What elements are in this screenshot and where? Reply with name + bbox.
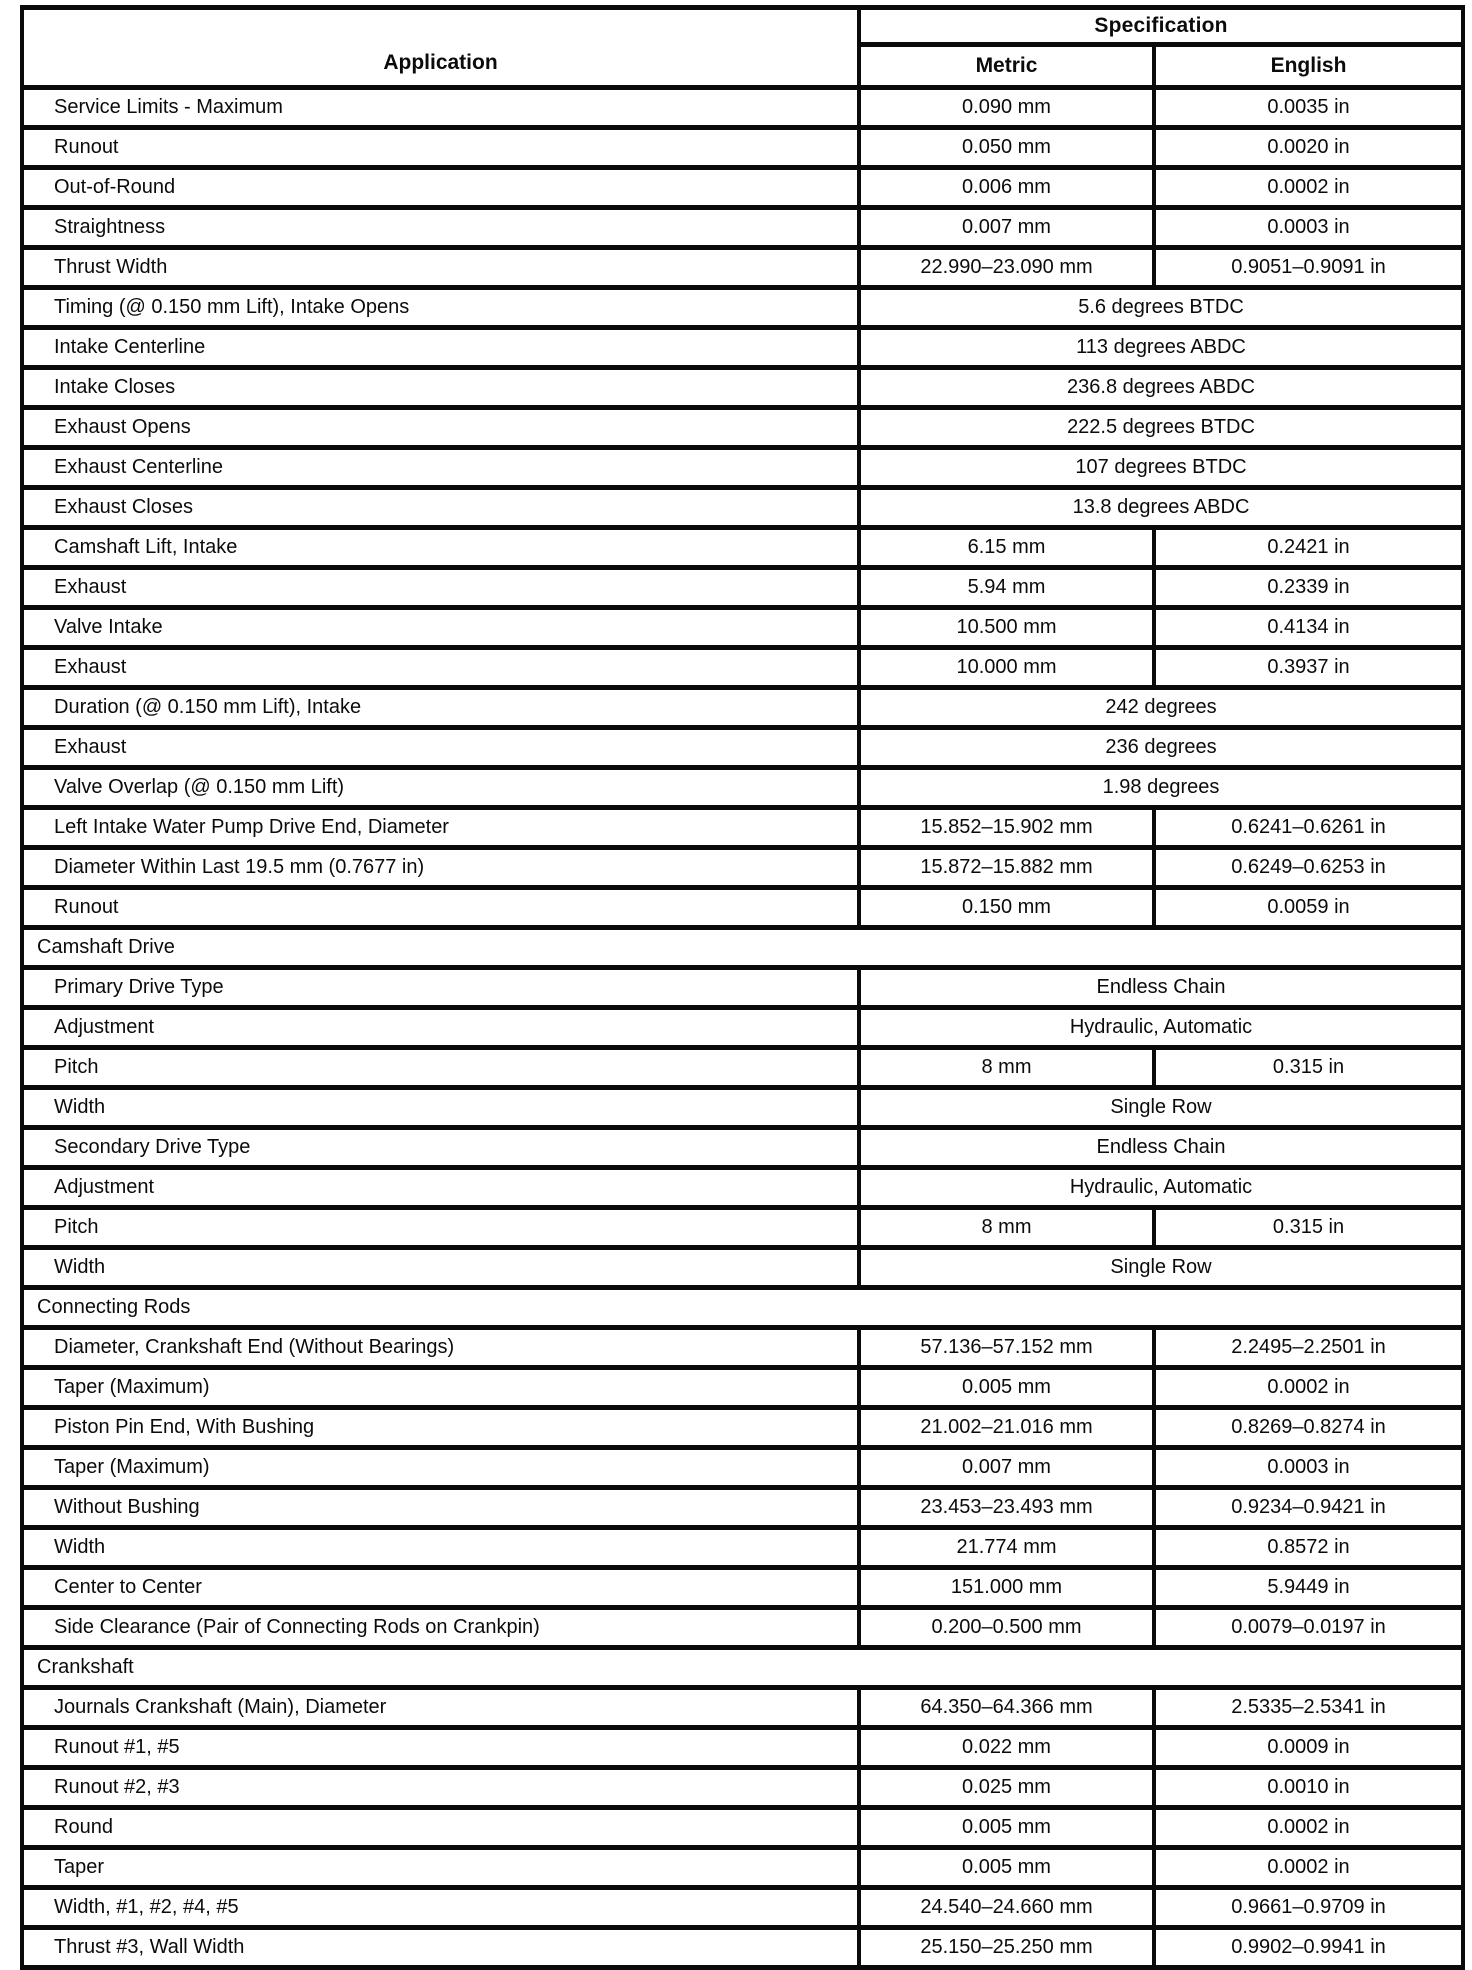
table-row xyxy=(22,1208,1463,1248)
section-row xyxy=(22,1288,1463,1328)
combined-value-cell: Single Row xyxy=(859,1088,1463,1128)
application-cell: Diameter Within Last 19.5 mm (0.7677 in) xyxy=(22,848,859,888)
metric-value-cell: 0.090 mm xyxy=(859,88,1154,128)
table-row xyxy=(22,1248,1463,1288)
table-row xyxy=(22,728,1463,768)
combined-value-cell: Hydraulic, Automatic xyxy=(859,1008,1463,1048)
table-row xyxy=(22,1728,1463,1768)
application-cell: Camshaft Lift, Intake xyxy=(22,528,859,568)
spec-table-body xyxy=(22,88,1463,1968)
application-cell: Out-of-Round xyxy=(22,168,859,208)
application-cell: Valve Overlap (@ 0.150 mm Lift) xyxy=(22,768,859,808)
metric-value-cell: 0.005 mm xyxy=(859,1368,1154,1408)
table-row xyxy=(22,1088,1463,1128)
combined-value-cell: 242 degrees xyxy=(859,688,1463,728)
english-value-cell: 2.5335–2.5341 in xyxy=(1154,1688,1463,1728)
application-cell: Journals Crankshaft (Main), Diameter xyxy=(22,1688,859,1728)
metric-value-cell: 0.150 mm xyxy=(859,888,1154,928)
metric-value-cell: 0.200–0.500 mm xyxy=(859,1608,1154,1648)
application-cell: Service Limits - Maximum xyxy=(22,88,859,128)
english-value-cell: 0.0002 in xyxy=(1154,1848,1463,1888)
metric-value-cell: 0.005 mm xyxy=(859,1848,1154,1888)
section-row xyxy=(22,928,1463,968)
application-cell: Piston Pin End, With Bushing xyxy=(22,1408,859,1448)
table-row xyxy=(22,1928,1463,1968)
section-header-cell: Crankshaft xyxy=(22,1648,1463,1688)
application-cell: Secondary Drive Type xyxy=(22,1128,859,1168)
application-cell: Width, #1, #2, #4, #5 xyxy=(22,1888,859,1928)
english-value-cell: 0.8572 in xyxy=(1154,1528,1463,1568)
metric-value-cell: 10.500 mm xyxy=(859,608,1154,648)
table-row xyxy=(22,128,1463,168)
english-column-header: English xyxy=(1154,45,1463,88)
metric-value-cell: 10.000 mm xyxy=(859,648,1154,688)
application-cell: Timing (@ 0.150 mm Lift), Intake Opens xyxy=(22,288,859,328)
english-value-cell: 0.0010 in xyxy=(1154,1768,1463,1808)
table-row xyxy=(22,448,1463,488)
table-row xyxy=(22,1008,1463,1048)
application-cell: Runout xyxy=(22,888,859,928)
table-row xyxy=(22,528,1463,568)
metric-value-cell: 57.136–57.152 mm xyxy=(859,1328,1154,1368)
application-cell: Width xyxy=(22,1528,859,1568)
table-row xyxy=(22,968,1463,1008)
combined-value-cell: 236.8 degrees ABDC xyxy=(859,368,1463,408)
table-row xyxy=(22,1888,1463,1928)
application-cell: Intake Centerline xyxy=(22,328,859,368)
english-value-cell: 0.6241–0.6261 in xyxy=(1154,808,1463,848)
english-value-cell: 0.0002 in xyxy=(1154,168,1463,208)
application-cell: Round xyxy=(22,1808,859,1848)
metric-value-cell: 0.007 mm xyxy=(859,1448,1154,1488)
section-header-cell: Camshaft Drive xyxy=(22,928,1463,968)
application-cell: Taper (Maximum) xyxy=(22,1448,859,1488)
application-cell: Exhaust Centerline xyxy=(22,448,859,488)
table-row xyxy=(22,1848,1463,1888)
application-cell: Without Bushing xyxy=(22,1488,859,1528)
english-value-cell: 0.0020 in xyxy=(1154,128,1463,168)
english-value-cell: 0.315 in xyxy=(1154,1208,1463,1248)
metric-value-cell: 0.025 mm xyxy=(859,1768,1154,1808)
table-row xyxy=(22,88,1463,128)
table-row xyxy=(22,488,1463,528)
application-cell: Exhaust Closes xyxy=(22,488,859,528)
english-value-cell: 0.0079–0.0197 in xyxy=(1154,1608,1463,1648)
application-cell: Adjustment xyxy=(22,1008,859,1048)
english-value-cell: 0.0002 in xyxy=(1154,1808,1463,1848)
table-row xyxy=(22,1368,1463,1408)
english-value-cell: 0.315 in xyxy=(1154,1048,1463,1088)
table-row xyxy=(22,1688,1463,1728)
english-value-cell: 0.9902–0.9941 in xyxy=(1154,1928,1463,1968)
specification-table-header xyxy=(22,8,1463,88)
application-cell: Side Clearance (Pair of Connecting Rods on Crankpin) xyxy=(22,1608,859,1648)
combined-value-cell: Hydraulic, Automatic xyxy=(859,1168,1463,1208)
table-row xyxy=(22,1408,1463,1448)
metric-value-cell: 8 mm xyxy=(859,1048,1154,1088)
application-cell: Left Intake Water Pump Drive End, Diameter xyxy=(22,808,859,848)
table-row xyxy=(22,568,1463,608)
table-row xyxy=(22,248,1463,288)
combined-value-cell: 13.8 degrees ABDC xyxy=(859,488,1463,528)
combined-value-cell: 5.6 degrees BTDC xyxy=(859,288,1463,328)
metric-value-cell: 21.774 mm xyxy=(859,1528,1154,1568)
application-cell: Intake Closes xyxy=(22,368,859,408)
english-value-cell: 0.0003 in xyxy=(1154,1448,1463,1488)
metric-value-cell: 0.050 mm xyxy=(859,128,1154,168)
combined-value-cell: Endless Chain xyxy=(859,1128,1463,1168)
table-row xyxy=(22,1448,1463,1488)
table-row xyxy=(22,288,1463,328)
application-cell: Thrust #3, Wall Width xyxy=(22,1928,859,1968)
combined-value-cell: 113 degrees ABDC xyxy=(859,328,1463,368)
table-row xyxy=(22,1168,1463,1208)
english-value-cell: 0.9051–0.9091 in xyxy=(1154,248,1463,288)
english-value-cell: 0.0059 in xyxy=(1154,888,1463,928)
combined-value-cell: Endless Chain xyxy=(859,968,1463,1008)
application-cell: Runout #1, #5 xyxy=(22,1728,859,1768)
table-row xyxy=(22,768,1463,808)
application-cell: Primary Drive Type xyxy=(22,968,859,1008)
metric-value-cell: 8 mm xyxy=(859,1208,1154,1248)
combined-value-cell: Single Row xyxy=(859,1248,1463,1288)
application-cell: Duration (@ 0.150 mm Lift), Intake xyxy=(22,688,859,728)
english-value-cell: 0.8269–0.8274 in xyxy=(1154,1408,1463,1448)
english-value-cell: 2.2495–2.2501 in xyxy=(1154,1328,1463,1368)
application-cell: Runout #2, #3 xyxy=(22,1768,859,1808)
english-value-cell: 0.0002 in xyxy=(1154,1368,1463,1408)
combined-value-cell: 1.98 degrees xyxy=(859,768,1463,808)
table-row xyxy=(22,1608,1463,1648)
section-header-cell: Connecting Rods xyxy=(22,1288,1463,1328)
application-cell: Exhaust xyxy=(22,568,859,608)
scanned-manual-page xyxy=(0,5,1472,1958)
table-row xyxy=(22,368,1463,408)
combined-value-cell: 107 degrees BTDC xyxy=(859,448,1463,488)
metric-value-cell: 64.350–64.366 mm xyxy=(859,1688,1154,1728)
application-cell: Taper (Maximum) xyxy=(22,1368,859,1408)
metric-value-cell: 15.852–15.902 mm xyxy=(859,808,1154,848)
metric-value-cell: 24.540–24.660 mm xyxy=(859,1888,1154,1928)
english-value-cell: 0.4134 in xyxy=(1154,608,1463,648)
table-row xyxy=(22,888,1463,928)
application-cell: Valve Intake xyxy=(22,608,859,648)
metric-value-cell: 5.94 mm xyxy=(859,568,1154,608)
table-row xyxy=(22,168,1463,208)
metric-value-cell: 6.15 mm xyxy=(859,528,1154,568)
table-row xyxy=(22,328,1463,368)
table-row xyxy=(22,1768,1463,1808)
metric-value-cell: 151.000 mm xyxy=(859,1568,1154,1608)
english-value-cell: 0.3937 in xyxy=(1154,648,1463,688)
table-row xyxy=(22,1328,1463,1368)
application-cell: Straightness xyxy=(22,208,859,248)
table-row xyxy=(22,608,1463,648)
metric-value-cell: 21.002–21.016 mm xyxy=(859,1408,1154,1448)
table-row xyxy=(22,208,1463,248)
metric-value-cell: 25.150–25.250 mm xyxy=(859,1928,1154,1968)
table-row xyxy=(22,1128,1463,1168)
metric-value-cell: 22.990–23.090 mm xyxy=(859,248,1154,288)
section-row xyxy=(22,1648,1463,1688)
metric-value-cell: 0.006 mm xyxy=(859,168,1154,208)
combined-value-cell: 236 degrees xyxy=(859,728,1463,768)
application-column-header: Application xyxy=(22,8,859,88)
table-row xyxy=(22,1568,1463,1608)
application-cell: Pitch xyxy=(22,1208,859,1248)
english-value-cell: 0.2421 in xyxy=(1154,528,1463,568)
table-row xyxy=(22,688,1463,728)
table-row xyxy=(22,1808,1463,1848)
metric-value-cell: 0.007 mm xyxy=(859,208,1154,248)
metric-value-cell: 0.022 mm xyxy=(859,1728,1154,1768)
english-value-cell: 0.9661–0.9709 in xyxy=(1154,1888,1463,1928)
application-cell: Taper xyxy=(22,1848,859,1888)
metric-value-cell: 23.453–23.493 mm xyxy=(859,1488,1154,1528)
table-row xyxy=(22,808,1463,848)
english-value-cell: 5.9449 in xyxy=(1154,1568,1463,1608)
specification-column-group-header: Specification xyxy=(859,8,1463,45)
application-cell: Diameter, Crankshaft End (Without Bearings) xyxy=(22,1328,859,1368)
specification-table xyxy=(20,5,1465,1970)
english-value-cell: 0.6249–0.6253 in xyxy=(1154,848,1463,888)
application-cell: Exhaust xyxy=(22,648,859,688)
application-cell: Exhaust Opens xyxy=(22,408,859,448)
table-row xyxy=(22,648,1463,688)
application-cell: Exhaust xyxy=(22,728,859,768)
application-cell: Adjustment xyxy=(22,1168,859,1208)
english-value-cell: 0.9234–0.9421 in xyxy=(1154,1488,1463,1528)
english-value-cell: 0.0009 in xyxy=(1154,1728,1463,1768)
english-value-cell: 0.0035 in xyxy=(1154,88,1463,128)
metric-value-cell: 15.872–15.882 mm xyxy=(859,848,1154,888)
table-row xyxy=(22,1488,1463,1528)
table-row xyxy=(22,1048,1463,1088)
application-cell: Width xyxy=(22,1088,859,1128)
application-cell: Thrust Width xyxy=(22,248,859,288)
combined-value-cell: 222.5 degrees BTDC xyxy=(859,408,1463,448)
english-value-cell: 0.0003 in xyxy=(1154,208,1463,248)
table-row xyxy=(22,1528,1463,1568)
application-cell: Width xyxy=(22,1248,859,1288)
application-cell: Center to Center xyxy=(22,1568,859,1608)
application-cell: Runout xyxy=(22,128,859,168)
metric-value-cell: 0.005 mm xyxy=(859,1808,1154,1848)
metric-column-header: Metric xyxy=(859,45,1154,88)
application-cell: Pitch xyxy=(22,1048,859,1088)
english-value-cell: 0.2339 in xyxy=(1154,568,1463,608)
table-row xyxy=(22,848,1463,888)
table-row xyxy=(22,408,1463,448)
header-row-specification xyxy=(22,8,1463,45)
